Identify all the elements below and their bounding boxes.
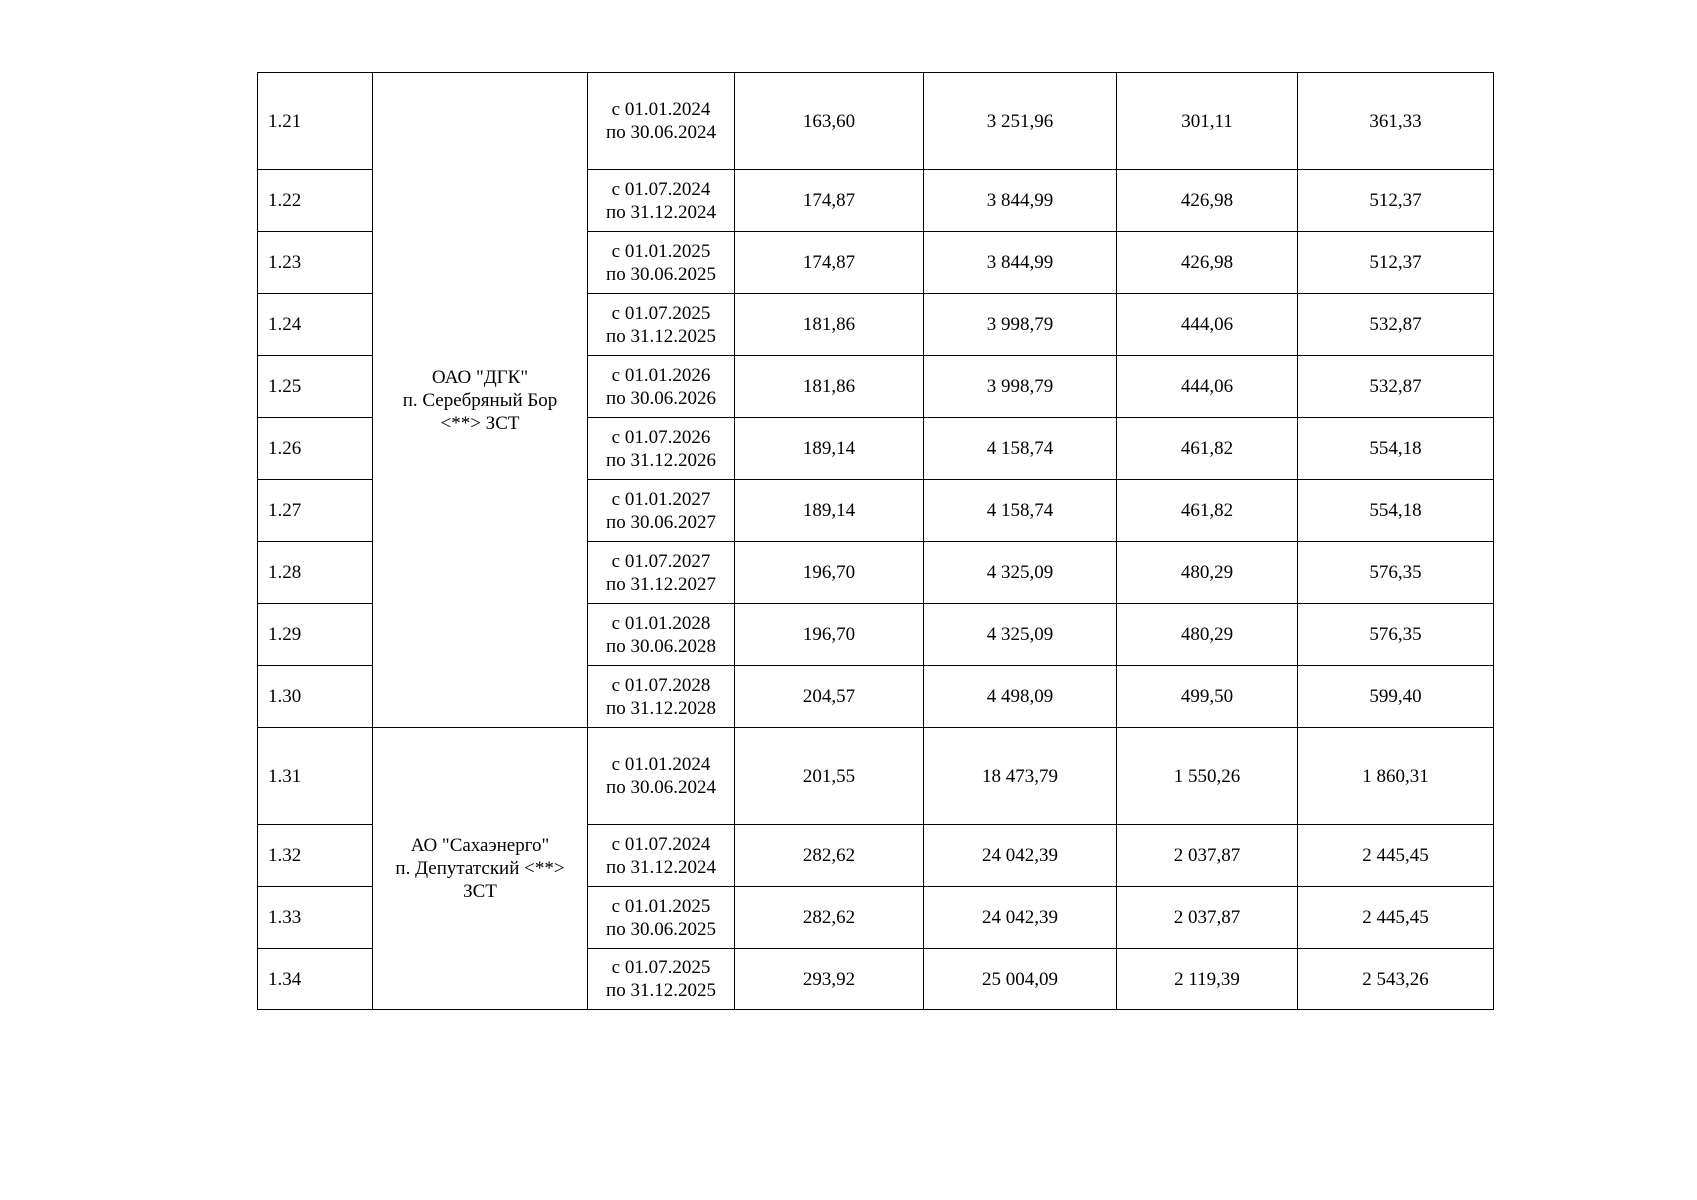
value-2: 3 998,79 [924, 294, 1117, 356]
period-cell [588, 356, 735, 418]
period-end: по 31.12.2026 [606, 449, 716, 471]
value-4: 576,35 [1298, 542, 1494, 604]
period-start: с 01.01.2024 [611, 99, 711, 120]
period-end: по 31.12.2028 [606, 697, 716, 719]
value-3: 444,06 [1117, 294, 1298, 356]
value-4: 1 860,31 [1298, 728, 1494, 825]
period-start: с 01.07.2028 [611, 674, 711, 696]
period-end: по 30.06.2028 [606, 635, 716, 657]
period-start: с 01.01.2028 [611, 612, 711, 634]
period-start: с 01.01.2026 [611, 364, 711, 386]
table-row [258, 73, 1494, 170]
value-2: 4 498,09 [924, 666, 1117, 728]
period-end: по 31.12.2025 [606, 325, 716, 347]
value-2: 4 158,74 [924, 418, 1117, 480]
value-1: 181,86 [735, 356, 924, 418]
value-3: 480,29 [1117, 604, 1298, 666]
period-cell [588, 232, 735, 294]
value-4: 512,37 [1298, 232, 1494, 294]
row-number: 1.30 [258, 666, 373, 728]
value-4: 532,87 [1298, 356, 1494, 418]
row-number: 1.23 [258, 232, 373, 294]
value-4: 532,87 [1298, 294, 1494, 356]
row-number: 1.29 [258, 604, 373, 666]
value-1: 196,70 [735, 542, 924, 604]
value-4: 2 445,45 [1298, 825, 1494, 887]
period-cell [588, 887, 735, 949]
value-1: 201,55 [735, 728, 924, 825]
value-2: 4 325,09 [924, 542, 1117, 604]
organization-location: п. Серебряный Бор [402, 389, 558, 411]
row-number: 1.25 [258, 356, 373, 418]
value-3: 2 037,87 [1117, 887, 1298, 949]
period-start: с 01.07.2026 [611, 426, 711, 448]
row-number: 1.24 [258, 294, 373, 356]
value-3: 461,82 [1117, 418, 1298, 480]
period-cell [588, 418, 735, 480]
row-number: 1.31 [258, 728, 373, 825]
period-start: с 01.07.2024 [611, 178, 711, 200]
row-number: 1.33 [258, 887, 373, 949]
period-end: по 31.12.2027 [606, 573, 716, 595]
row-number: 1.21 [258, 73, 373, 170]
period-cell [588, 825, 735, 887]
period-cell [588, 542, 735, 604]
value-3: 426,98 [1117, 232, 1298, 294]
row-number: 1.26 [258, 418, 373, 480]
value-2: 4 158,74 [924, 480, 1117, 542]
organization-name: ОАО "ДГК" [431, 366, 529, 388]
period-start: с 01.07.2027 [611, 550, 711, 572]
value-3: 426,98 [1117, 170, 1298, 232]
value-1: 293,92 [735, 949, 924, 1010]
row-number: 1.32 [258, 825, 373, 887]
period-start: с 01.07.2025 [611, 957, 711, 978]
value-2: 3 844,99 [924, 170, 1117, 232]
period-cell [588, 294, 735, 356]
organization-cell [373, 728, 588, 1010]
row-number: 1.22 [258, 170, 373, 232]
period-end: по 30.06.2027 [606, 511, 716, 533]
period-end: по 31.12.2024 [606, 201, 716, 223]
organization-note: ЗСТ [463, 881, 497, 902]
row-number: 1.27 [258, 480, 373, 542]
value-3: 2 119,39 [1117, 949, 1298, 1010]
value-1: 163,60 [735, 73, 924, 170]
value-3: 444,06 [1117, 356, 1298, 418]
value-2: 24 042,39 [924, 887, 1117, 949]
value-4: 2 445,45 [1298, 887, 1494, 949]
value-4: 599,40 [1298, 666, 1494, 728]
period-start: с 01.01.2027 [611, 488, 711, 510]
period-cell [588, 728, 735, 825]
period-start: с 01.01.2025 [611, 895, 711, 917]
period-start: с 01.07.2024 [611, 833, 711, 855]
value-3: 301,11 [1117, 73, 1298, 170]
period-end: по 30.06.2025 [606, 918, 716, 940]
value-2: 3 998,79 [924, 356, 1117, 418]
period-cell [588, 604, 735, 666]
period-cell [588, 170, 735, 232]
period-end: по 30.06.2025 [606, 263, 716, 285]
value-4: 512,37 [1298, 170, 1494, 232]
row-number: 1.34 [258, 949, 373, 1010]
value-1: 174,87 [735, 170, 924, 232]
value-4: 361,33 [1298, 73, 1494, 170]
value-3: 461,82 [1117, 480, 1298, 542]
value-2: 24 042,39 [924, 825, 1117, 887]
value-3: 2 037,87 [1117, 825, 1298, 887]
period-end: по 30.06.2024 [606, 777, 716, 798]
period-start: с 01.07.2025 [611, 302, 711, 324]
value-2: 25 004,09 [924, 949, 1117, 1010]
value-1: 189,14 [735, 480, 924, 542]
period-cell [588, 666, 735, 728]
value-1: 196,70 [735, 604, 924, 666]
value-4: 2 543,26 [1298, 949, 1494, 1010]
table-row [258, 728, 1494, 825]
value-3: 499,50 [1117, 666, 1298, 728]
organization-name: АО "Сахаэнерго" [410, 835, 550, 856]
period-cell [588, 480, 735, 542]
row-number: 1.28 [258, 542, 373, 604]
value-3: 1 550,26 [1117, 728, 1298, 825]
period-start: с 01.01.2024 [611, 754, 711, 775]
value-2: 3 251,96 [924, 73, 1117, 170]
value-1: 189,14 [735, 418, 924, 480]
value-4: 554,18 [1298, 480, 1494, 542]
tariff-table [257, 72, 1494, 1010]
organization-note: <**> ЗСТ [440, 412, 520, 434]
value-2: 18 473,79 [924, 728, 1117, 825]
period-end: по 31.12.2025 [606, 980, 716, 1001]
value-2: 3 844,99 [924, 232, 1117, 294]
value-1: 282,62 [735, 825, 924, 887]
value-3: 480,29 [1117, 542, 1298, 604]
organization-cell [373, 73, 588, 728]
value-1: 282,62 [735, 887, 924, 949]
period-end: по 30.06.2026 [606, 387, 716, 409]
period-cell [588, 73, 735, 170]
value-1: 174,87 [735, 232, 924, 294]
value-4: 576,35 [1298, 604, 1494, 666]
value-2: 4 325,09 [924, 604, 1117, 666]
period-start: с 01.01.2025 [611, 240, 711, 262]
period-end: по 30.06.2024 [606, 122, 716, 143]
value-1: 204,57 [735, 666, 924, 728]
period-cell [588, 949, 735, 1010]
organization-location: п. Депутатский <**> [395, 858, 565, 879]
value-4: 554,18 [1298, 418, 1494, 480]
period-end: по 31.12.2024 [606, 856, 716, 878]
value-1: 181,86 [735, 294, 924, 356]
